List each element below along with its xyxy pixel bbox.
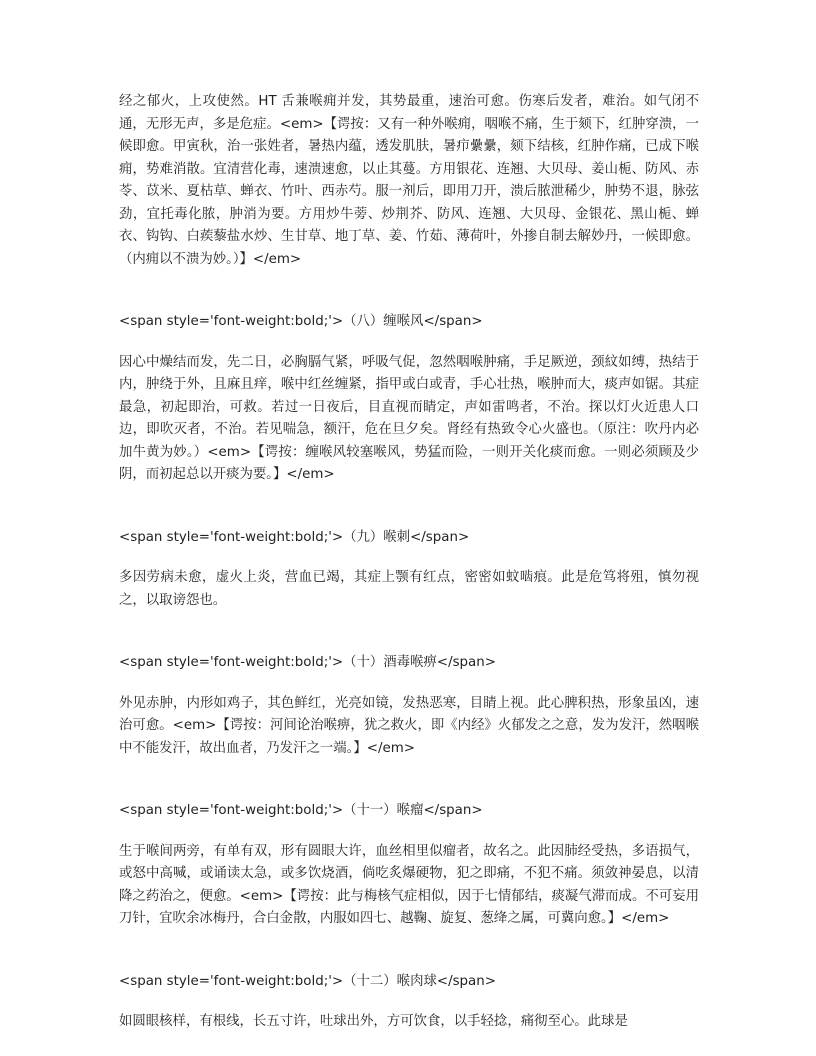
paragraph-section-8: 因心中燥结而发，先二日，必胸膈气紧，呼吸气促，忽然咽喉肿痛，手足厥逆，颈紋如缚，热结于内，肿绕于外，且麻且痒，喉中红丝缠紧，指甲或白或青，手心壮热，喉肿而大，痰声如锯。其症最急，初起即治，可救。若过一日夜后，目直视而睛定，声如雷鸣者，不治。探以灯火近患人口边，即吹灭者，不治。若见喘急，额汗，危在旦夕矣。肾经有热致令心火盛也。（原注：吹丹内必加牛黄为妙。）<em>【谔按：缠喉风较塞喉风，势猛而险，一则开关化痰而愈。一则必须顾及少阴，而初起总以开痰为要。】</em> xyxy=(119,354,699,482)
heading-section-11: <span style='font-weight:bold;'>（十一）喉瘤</span> xyxy=(119,803,483,818)
heading-section-9: <span style='font-weight:bold;'>（九）喉刺</span> xyxy=(119,529,470,545)
paragraph-throat-abscess-continued: 经之郁火，上攻使然。HT 舌兼喉痈并发，其势最重，速治可愈。伤寒后发者，难治。如气闭不通，无形无声，多是危症。<em>【谔按：又有一种外喉痈，咽喉不痛，生于颏下，红肿穿溃，一候即愈。甲寅秋，治一张姓者，暑热内蕴，透发肌肤，暑疖纍纍，颏下结核，红肿作痛，已成下喉痈，势难消散。宜清营化毒，速溃速愈，以止其蔓。方用银花、连翘、大贝母、姜山栀、防风、赤苓、苡米、夏枯草、蝉衣、竹叶、西赤芍。服一剂后，即用刀开，溃后脓泄稀少，肿势不退，脉弦劲，宜托毒化脓，肿消为要。方用炒牛蒡、炒荆芥、防风、连翘、大贝母、金银花、黑山栀、蝉衣、钩钩、白蒺藜盐水炒、生甘草、地丁草、姜、竹茹、薄荷叶，外掺自制去解妙丹，一候即愈。（内痈以不溃为妙。）】</em> xyxy=(119,94,699,267)
heading-section-10: <span style='font-weight:bold;'>（十）酒毒喉痹</span> xyxy=(119,655,496,670)
heading-section-12: <span style='font-weight:bold;'>（十二）喉肉球</span> xyxy=(119,973,496,989)
paragraph-section-9: 多因劳病未愈，虚火上炎，营血已竭，其症上颚有红点，密密如蚊啮痕。此是危笃将殂，慎勿视之，以取谤怨也。 xyxy=(119,570,699,608)
document-page xyxy=(119,91,699,1034)
heading-section-8: <span style='font-weight:bold;'>（八）缠喉风</span> xyxy=(119,314,483,329)
paragraph-section-11: 生于喉间两旁，有单有双，形有圆眼大许，血丝相里似瘤者，故名之。此因肺经受热，多语损气，或怒中高喊，或诵读太急，或多饮烧酒，倘吃炙爆硬物，犯之即痛，不犯不痛。须敛神晏息，以清降之药治之，便愈。<em>【谔按：此与梅核气症相似，因于七情郁结，痰凝气滞而成。不可妄用刀针，宜吹余冰梅丹，合白金散，内服如四七、越鞠、旋复、葱绛之属，可冀向愈。】</em> xyxy=(119,843,699,926)
paragraph-section-12: 如圆眼核样，有根线，长五寸许，吐球出外，方可饮食，以手轻捻，痛彻至心。此球是 xyxy=(119,1014,628,1029)
paragraph-section-10: 外见赤肿，内形如鸡子，其色鲜红，光亮如镜，发热恶寒，目睛上视。此心脾积热，形象虽凶，速治可愈。<em>【谔按：河间论治喉痹，犹之救火，即《内经》火郁发之之意，发为发汗，然咽喉中不能发汗，故出血者，乃发汗之一端。】</em> xyxy=(119,695,699,756)
